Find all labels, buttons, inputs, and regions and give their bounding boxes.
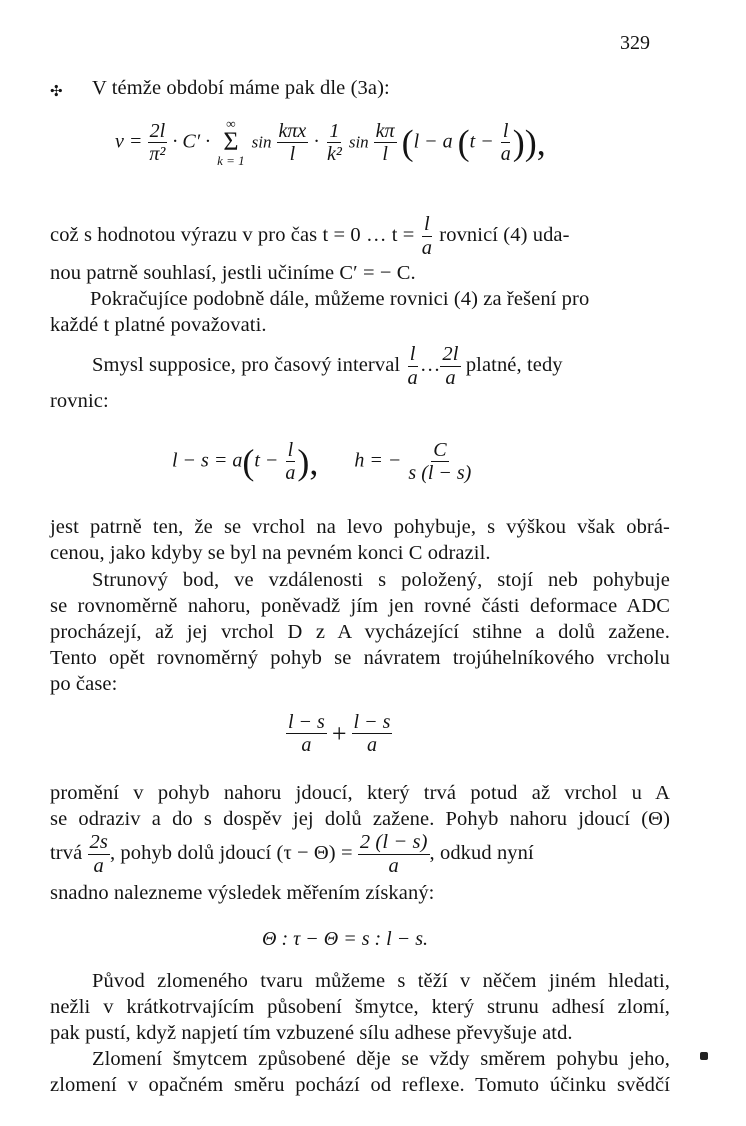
- heading-line: V témže období máme pak dle (3a):: [92, 77, 390, 99]
- equation-3: [286, 712, 392, 756]
- eq3-plus: +: [331, 718, 347, 748]
- page-number: 329: [620, 32, 650, 54]
- eq1-frac-5: $\frac{l}{a}$: [500, 119, 511, 166]
- eq1-frac-1: $\frac{2l}{\text{π²}}$: [149, 119, 166, 166]
- para6-line2: nežli v krátkotrvajícím působení šmytce, který strunu adhesí zlomí,: [50, 996, 670, 1018]
- para1-frac: $\frac{l}{a}$: [421, 213, 433, 259]
- para2-line2: rovnic:: [50, 390, 109, 412]
- eq2-lhs: l − s = a: [172, 449, 243, 472]
- para4-line1: Strunový bod, ve vzdálenosti s položený, stojí neb pohybuje: [92, 569, 670, 591]
- para5-line3: trvá $\frac{2s}{a}$ , pohyb dolů jdoucí (τ − Θ) = $\frac{2 (l - s)}{a}$ , odkud nyní: [50, 831, 534, 877]
- para4-line3: procházejí, až jej vrchol D z A vycházející stihne a dolů zažene.: [50, 621, 670, 643]
- eq1-inner-b: t −: [469, 130, 494, 153]
- eq2-paren-inner: t −: [254, 449, 279, 472]
- eq3-frac-2: $\frac{l - s}{a}$: [353, 711, 391, 757]
- para2-line1: Smysl supposice, pro časový interval $\frac{l}{a}$ … $\frac{2l}{a}$ platné, tedy: [92, 343, 563, 389]
- eq2-h-frac: $\frac{C}{s (l - s)}$: [408, 439, 472, 485]
- para1-line2: nou patrně souhlasí, jestli učiníme C′ = − C.: [50, 262, 416, 284]
- para4-line2: se rovnoměrně nahoru, poněvadž jím jen rovné části deformace ADC: [50, 595, 670, 617]
- eq1-inner-a: l − a: [413, 130, 453, 153]
- eq1-lhs: v =: [115, 130, 143, 153]
- eq2-h-lhs: h = −: [354, 449, 402, 472]
- eq1-frac-4: $\frac{k\pi}{l}$: [375, 119, 395, 166]
- para6-line1: Původ zlomeného tvaru můžeme s těží v něčem jiném hledati,: [92, 970, 670, 992]
- para7-line2: zlomení v opačném směru pochází od reflexe. Tomuto účinku svědčí: [50, 1074, 670, 1096]
- para5-frac-b: $\frac{2 (l - s)}{a}$: [359, 831, 428, 877]
- para3-line1: jest patrně ten, že se vrchol na levo pohybuje, s výškou však obrá-: [50, 516, 670, 538]
- para2-frac-b: $\frac{2l}{a}$: [442, 343, 459, 389]
- para5-line1: promění v pohyb nahoru jdoucí, který trvá potud až vrchol u A: [50, 782, 670, 804]
- eq3-frac-1: $\frac{l - s}{a}$: [288, 711, 325, 757]
- margin-ink-mark-icon: [700, 1052, 708, 1060]
- para6-line3: pak pustí, když napjetí tím vzbuzené sílu adhese převyšuje atd.: [50, 1022, 573, 1044]
- eq2-frac: $\frac{l}{a}$: [285, 439, 296, 485]
- ornament-icon: ✣: [50, 84, 63, 100]
- para7-line1: Zlomení šmytcem způsobené děje se vždy směrem pohybu jeho,: [92, 1048, 670, 1070]
- para1-line1: což s hodnotou výrazu v pro čas t = 0 … t = $\frac{l}{a}$ rovnicí (4) uda-: [50, 213, 570, 259]
- equation-1: v = $\frac{2l}{\text{π²}}$ · C′ · ∞ Σ k = 1 sin $\frac{\text{kπx}}{l}$ · $\frac{1}{\text{k²}}$ sin $\frac{k\pi}{l}$ (l − a (t − $\frac{l}{a}$ )),: [115, 116, 546, 169]
- para4-line4: Tento opět rovnoměrný pohyb se návratem trojúhelníkového vrcholu: [50, 647, 670, 669]
- equation-4: Θ : τ − Θ = s : l − s.: [262, 928, 428, 950]
- equation-2: l − s = a(t − $\frac{l}{a}$ ), h = − $\frac{C}{s (l - s)}$: [172, 439, 472, 485]
- eq1-c-term: · C′ ·: [172, 130, 211, 153]
- eq1-sin-1: sin: [251, 132, 272, 152]
- para5-line4: snadno nalezneme výsledek měřením získaný:: [50, 882, 435, 904]
- eq1-tail: ),: [524, 122, 546, 163]
- para4-line5: po čase:: [50, 673, 118, 695]
- eq1-sin-2: sin: [348, 132, 369, 152]
- eq1-frac-2: $\frac{\text{kπx}}{l}$: [278, 119, 307, 166]
- para1-line3: Pokračujíce podobně dále, můžeme rovnici (4) za řešení pro: [90, 288, 590, 310]
- eq1-frac-3: $\frac{1}{\text{k²}}$: [326, 119, 342, 166]
- para3-line2: cenou, jako kdyby se byl na pevném konci C odrazil.: [50, 542, 491, 564]
- para5-line2: se odraziv a do s dospěv jej dolů zažene. Pohyb nahoru jdoucí (Θ): [50, 808, 670, 830]
- eq1-summation: ∞ Σ k = 1: [217, 116, 245, 169]
- para1-line4: každé t platné považovati.: [50, 314, 267, 336]
- para5-frac-a: $\frac{2s}{a}$: [89, 831, 108, 877]
- para2-frac-a: $\frac{l}{a}$: [407, 343, 418, 389]
